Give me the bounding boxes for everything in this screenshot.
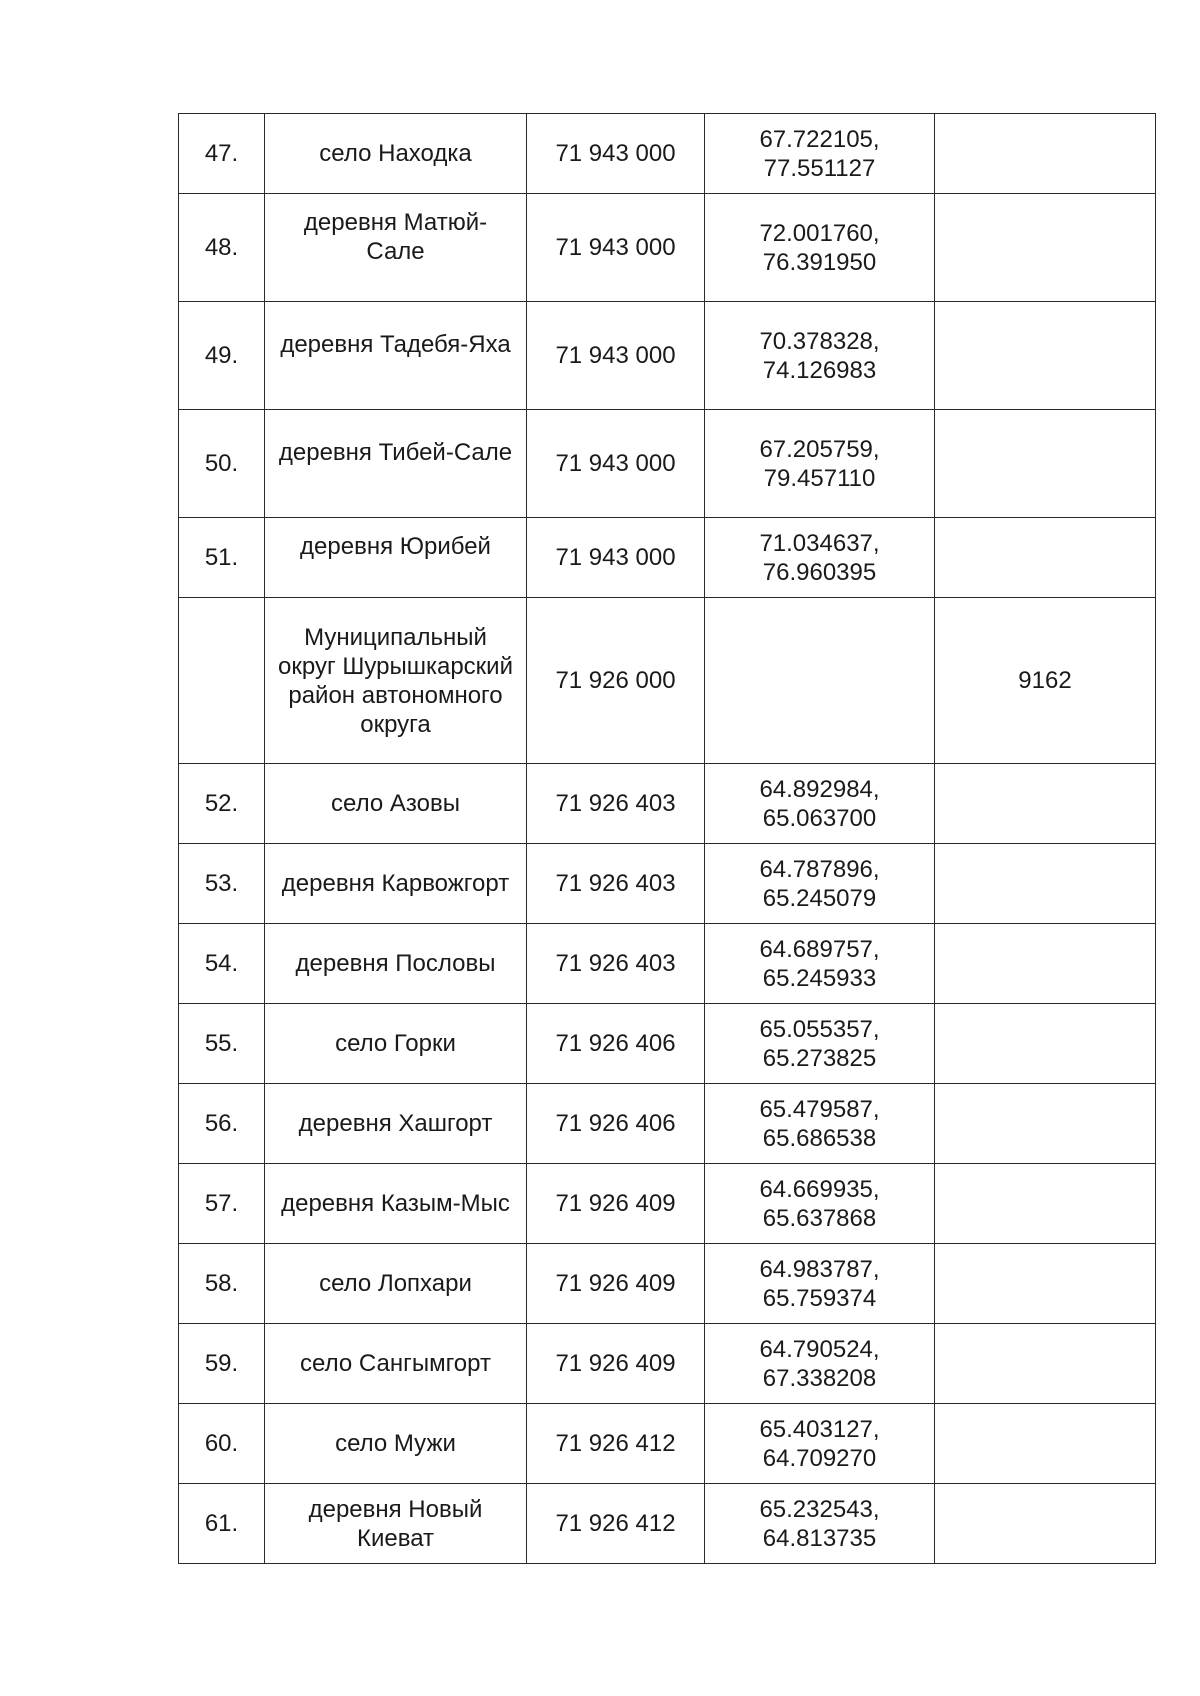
extra-value <box>935 410 1156 518</box>
row-number: 57. <box>179 1164 265 1244</box>
coordinates <box>705 410 935 518</box>
settlement-name: село Находка <box>265 114 527 194</box>
coordinates <box>705 1244 935 1324</box>
settlement-name: село Горки <box>265 1004 527 1084</box>
longitude: 64.813735 <box>762 1524 877 1552</box>
row-number: 53. <box>179 844 265 924</box>
table-row <box>179 844 1156 924</box>
table-row <box>179 1084 1156 1164</box>
coordinates <box>705 194 935 302</box>
extra-value <box>935 924 1156 1004</box>
extra-value <box>935 1164 1156 1244</box>
latitude: 64.669935, <box>759 1175 880 1203</box>
latitude: 67.722105, <box>759 125 880 153</box>
settlement-name: деревня Тадебя-Яха <box>265 302 527 410</box>
settlement-name: деревня Хашгорт <box>265 1084 527 1164</box>
latitude: 64.689757, <box>759 935 880 963</box>
latitude: 72.001760, <box>759 219 880 247</box>
table-row <box>179 1164 1156 1244</box>
longitude: 77.551127 <box>763 154 876 182</box>
settlement-name: деревня Пословы <box>265 924 527 1004</box>
oktmo-code: 71 926 406 <box>527 1004 705 1084</box>
coordinates <box>705 518 935 598</box>
oktmo-code: 71 926 406 <box>527 1084 705 1164</box>
row-number <box>179 598 265 764</box>
longitude: 64.709270 <box>762 1444 877 1472</box>
longitude: 65.637868 <box>762 1204 877 1232</box>
extra-value <box>935 1484 1156 1564</box>
coordinates <box>705 1484 935 1564</box>
oktmo-code: 71 926 000 <box>527 598 705 764</box>
latitude: 64.983787, <box>759 1255 880 1283</box>
extra-value <box>935 1324 1156 1404</box>
settlement-name: деревня Карвожгорт <box>265 844 527 924</box>
latitude: 70.378328, <box>759 327 880 355</box>
coordinates <box>705 114 935 194</box>
extra-value <box>935 518 1156 598</box>
table-row <box>179 764 1156 844</box>
latitude: 65.055357, <box>759 1015 880 1043</box>
extra-value <box>935 194 1156 302</box>
longitude: 65.759374 <box>762 1284 877 1312</box>
latitude: 65.479587, <box>759 1095 880 1123</box>
oktmo-code: 71 943 000 <box>527 518 705 598</box>
extra-value <box>935 844 1156 924</box>
latitude: 67.205759, <box>759 435 880 463</box>
longitude: 65.686538 <box>762 1124 877 1152</box>
coordinates <box>705 924 935 1004</box>
settlement-name: деревня Новый Киеват <box>265 1484 527 1564</box>
settlement-name: деревня Казым-Мыс <box>265 1164 527 1244</box>
table-row <box>179 518 1156 598</box>
oktmo-code: 71 943 000 <box>527 410 705 518</box>
longitude: 65.063700 <box>762 804 877 832</box>
oktmo-code: 71 926 412 <box>527 1404 705 1484</box>
table-row <box>179 1324 1156 1404</box>
settlement-name: село Азовы <box>265 764 527 844</box>
extra-value <box>935 1004 1156 1084</box>
row-number: 60. <box>179 1404 265 1484</box>
coordinates <box>705 598 935 764</box>
oktmo-code: 71 926 409 <box>527 1244 705 1324</box>
oktmo-code: 71 943 000 <box>527 302 705 410</box>
row-number: 59. <box>179 1324 265 1404</box>
settlement-name: деревня Тибей-Сале <box>265 410 527 518</box>
settlement-name: село Мужи <box>265 1404 527 1484</box>
row-number: 49. <box>179 302 265 410</box>
extra-value <box>935 1084 1156 1164</box>
longitude: 79.457110 <box>763 464 876 492</box>
oktmo-code: 71 926 403 <box>527 924 705 1004</box>
latitude: 65.232543, <box>759 1495 880 1523</box>
coordinates <box>705 764 935 844</box>
extra-value: 9162 <box>935 598 1156 764</box>
row-number: 52. <box>179 764 265 844</box>
extra-value <box>935 764 1156 844</box>
extra-value <box>935 114 1156 194</box>
extra-value <box>935 1404 1156 1484</box>
oktmo-code: 71 926 403 <box>527 844 705 924</box>
longitude: 65.245079 <box>762 884 877 912</box>
row-number: 58. <box>179 1244 265 1324</box>
oktmo-code: 71 926 403 <box>527 764 705 844</box>
table-row <box>179 1484 1156 1564</box>
table-row <box>179 1404 1156 1484</box>
table-row <box>179 924 1156 1004</box>
latitude: 64.787896, <box>759 855 880 883</box>
settlement-name: деревня Юрибей <box>265 518 527 598</box>
latitude: 65.403127, <box>759 1415 880 1443</box>
coordinates <box>705 1164 935 1244</box>
table-row <box>179 410 1156 518</box>
latitude: 71.034637, <box>759 529 880 557</box>
extra-value <box>935 302 1156 410</box>
longitude: 65.273825 <box>762 1044 877 1072</box>
table-row-district <box>179 598 1156 764</box>
table-row <box>179 1244 1156 1324</box>
table-row <box>179 1004 1156 1084</box>
oktmo-code: 71 943 000 <box>527 114 705 194</box>
settlement-name: деревня Матюй-Сале <box>265 194 527 302</box>
table-row <box>179 302 1156 410</box>
latitude: 64.790524, <box>759 1335 880 1363</box>
settlement-name: село Сангымгорт <box>265 1324 527 1404</box>
row-number: 50. <box>179 410 265 518</box>
row-number: 55. <box>179 1004 265 1084</box>
table-row <box>179 194 1156 302</box>
row-number: 54. <box>179 924 265 1004</box>
extra-value <box>935 1244 1156 1324</box>
oktmo-code: 71 943 000 <box>527 194 705 302</box>
table-body <box>179 114 1156 1564</box>
coordinates <box>705 1004 935 1084</box>
coordinates <box>705 1404 935 1484</box>
coordinates <box>705 844 935 924</box>
latitude: 64.892984, <box>759 775 880 803</box>
settlement-name: село Лопхари <box>265 1244 527 1324</box>
district-name: Муниципальный округ Шурышкарский район автономного округа <box>265 598 527 764</box>
coordinates <box>705 1324 935 1404</box>
oktmo-code: 71 926 412 <box>527 1484 705 1564</box>
longitude: 65.245933 <box>762 964 877 992</box>
row-number: 48. <box>179 194 265 302</box>
row-number: 47. <box>179 114 265 194</box>
longitude: 76.391950 <box>762 248 877 276</box>
settlements-table <box>178 113 1156 1564</box>
row-number: 61. <box>179 1484 265 1564</box>
oktmo-code: 71 926 409 <box>527 1324 705 1404</box>
coordinates <box>705 302 935 410</box>
longitude: 67.338208 <box>762 1364 877 1392</box>
table-row <box>179 114 1156 194</box>
coordinates <box>705 1084 935 1164</box>
row-number: 56. <box>179 1084 265 1164</box>
oktmo-code: 71 926 409 <box>527 1164 705 1244</box>
longitude: 76.960395 <box>762 558 877 586</box>
row-number: 51. <box>179 518 265 598</box>
longitude: 74.126983 <box>762 356 877 384</box>
